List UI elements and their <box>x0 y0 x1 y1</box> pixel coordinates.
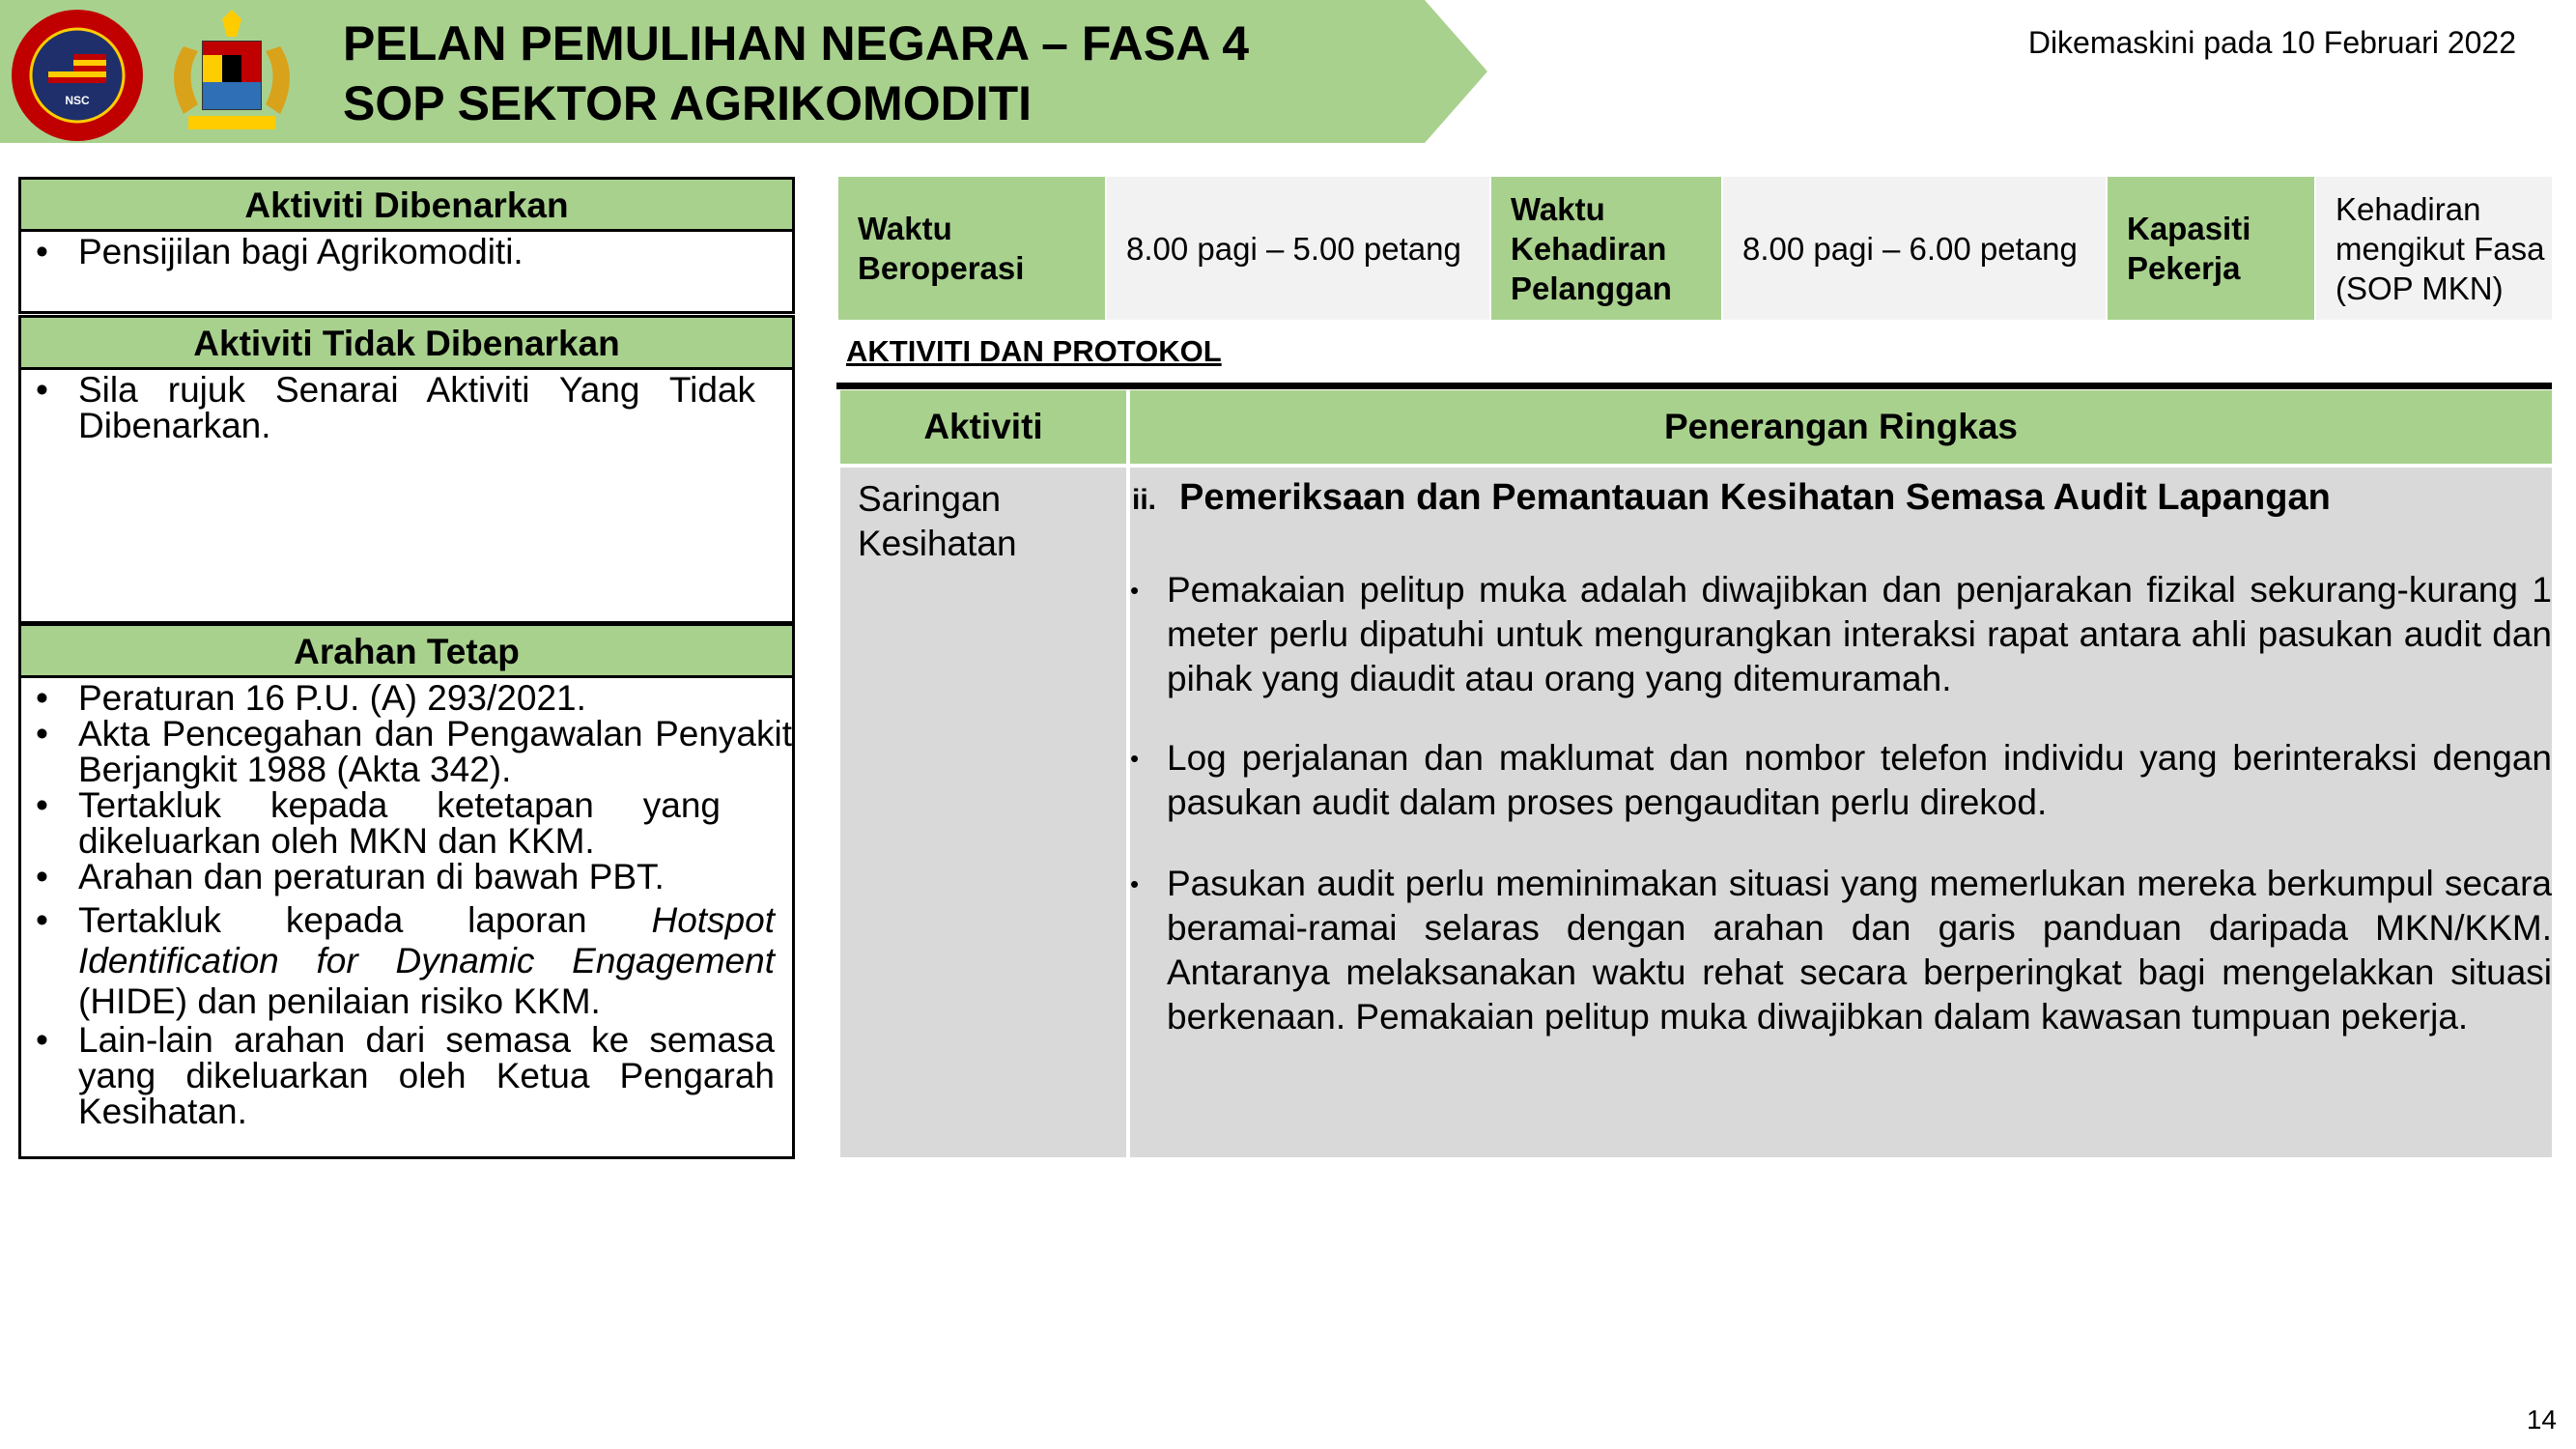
svg-text:NSC: NSC <box>65 94 90 107</box>
operating-hours-label: Waktu Beroperasi <box>838 177 1105 320</box>
activity-name: Saringan Kesihatan <box>858 479 1017 563</box>
customer-hours-label: Waktu Kehadiran Pelanggan <box>1491 177 1721 320</box>
sub-heading <box>1132 477 2331 519</box>
worker-capacity-label: Kapasiti Pekerja <box>2108 177 2314 320</box>
bullet-icon: • <box>1130 869 1140 898</box>
description-paragraph <box>1130 862 2552 1039</box>
paragraph-text: Pemakaian pelitup muka adalah diwajibkan dan penjarakan fizikal sekurang-kurang 1 meter perlu dipatuhi untuk mengurangkan interaksi rapat antara ahli pasukan audit dan pihak yang diaudit atau orang yang ditemuramah. <box>1167 570 2552 698</box>
description-paragraph <box>1130 736 2552 825</box>
sub-heading-number: ii. <box>1132 484 1157 516</box>
allowed-activities-box <box>18 177 795 314</box>
paragraph-text: Log perjalanan dan maklumat dan nombor telefon individu yang berinteraksi dengan pasukan audit dalam proses pengauditan perlu direkod. <box>1167 738 2552 822</box>
page-title-line1: PELAN PEMULIHAN NEGARA – FASA 4 <box>343 16 1250 71</box>
standing-order-item: • Peraturan 16 P.U. (A) 293/2021. <box>21 680 775 716</box>
standing-order-item: • Lain-lain arahan dari semasa ke semasa yang dikeluarkan oleh Ketua Pengarah Kesihatan. <box>21 1022 775 1129</box>
operating-hours-value: 8.00 pagi – 5.00 petang <box>1107 177 1489 320</box>
not-allowed-activities-box <box>18 315 795 624</box>
standing-order-italic: Hotspot Identification for Dynamic Engagement <box>78 900 775 980</box>
page-number: 14 <box>2526 1405 2557 1435</box>
protocol-heading: AKTIVITI DAN PROTOKOL <box>846 334 1222 368</box>
allowed-activities-heading: Aktiviti Dibenarkan <box>21 180 792 232</box>
activity-cell <box>840 468 1126 1157</box>
coat-of-arms-logo <box>155 8 309 143</box>
paragraph-text: Pasukan audit perlu meminimakan situasi yang memerlukan mereka berkumpul secara beramai-ramai selaras dengan arahan dan garis panduan daripada MKN/KKM. Antaranya melaksanakan waktu rehat secara berperingkat bagi mengelakkan situasi berkenaan. Pemakaian pelitup muka diwajibkan dalam kawasan tumpuan pekerja. <box>1167 864 2552 1037</box>
standing-orders-heading: Arahan Tetap <box>21 626 792 678</box>
page-title-line2: SOP SEKTOR AGRIKOMODITI <box>343 76 1033 130</box>
standing-order-text: Tertakluk kepada laporan <box>78 900 587 940</box>
divider <box>836 383 2552 389</box>
sub-heading-text: Pemeriksaan dan Pemantauan Kesihatan Semasa Audit Lapangan <box>1179 477 2331 518</box>
customer-hours-value: 8.00 pagi – 6.00 petang <box>1723 177 2106 320</box>
nsc-logo <box>6 8 149 143</box>
column-header-activity: Aktiviti <box>840 390 1126 464</box>
standing-order-item: • Tertakluk kepada ketetapan yang dikeluarkan oleh MKN dan KKM. <box>21 787 775 859</box>
allowed-activity-item: • Pensijilan bagi Agrikomoditi. <box>21 234 792 270</box>
worker-capacity-value: Kehadiran mengikut Fasa (SOP MKN) <box>2316 177 2552 320</box>
standing-order-item <box>21 900 775 1022</box>
bullet-icon: • <box>1130 744 1140 773</box>
standing-order-item: • Arahan dan peraturan di bawah PBT. <box>21 859 775 895</box>
not-allowed-activities-heading: Aktiviti Tidak Dibenarkan <box>21 318 792 370</box>
not-allowed-activity-item: • Sila rujuk Senarai Aktiviti Yang Tidak Dibenarkan. <box>21 372 755 443</box>
updated-date: Dikemaskini pada 10 Februari 2022 <box>2027 25 2516 60</box>
column-header-description: Penerangan Ringkas <box>1130 390 2552 464</box>
standing-order-text: (HIDE) dan penilaian risiko KKM. <box>78 981 601 1021</box>
bullet-icon: • <box>1130 576 1140 605</box>
description-paragraph <box>1130 568 2552 701</box>
standing-orders-box <box>18 623 795 1159</box>
standing-order-item: • Akta Pencegahan dan Pengawalan Penyakit Berjangkit 1988 (Akta 342). <box>21 716 792 787</box>
